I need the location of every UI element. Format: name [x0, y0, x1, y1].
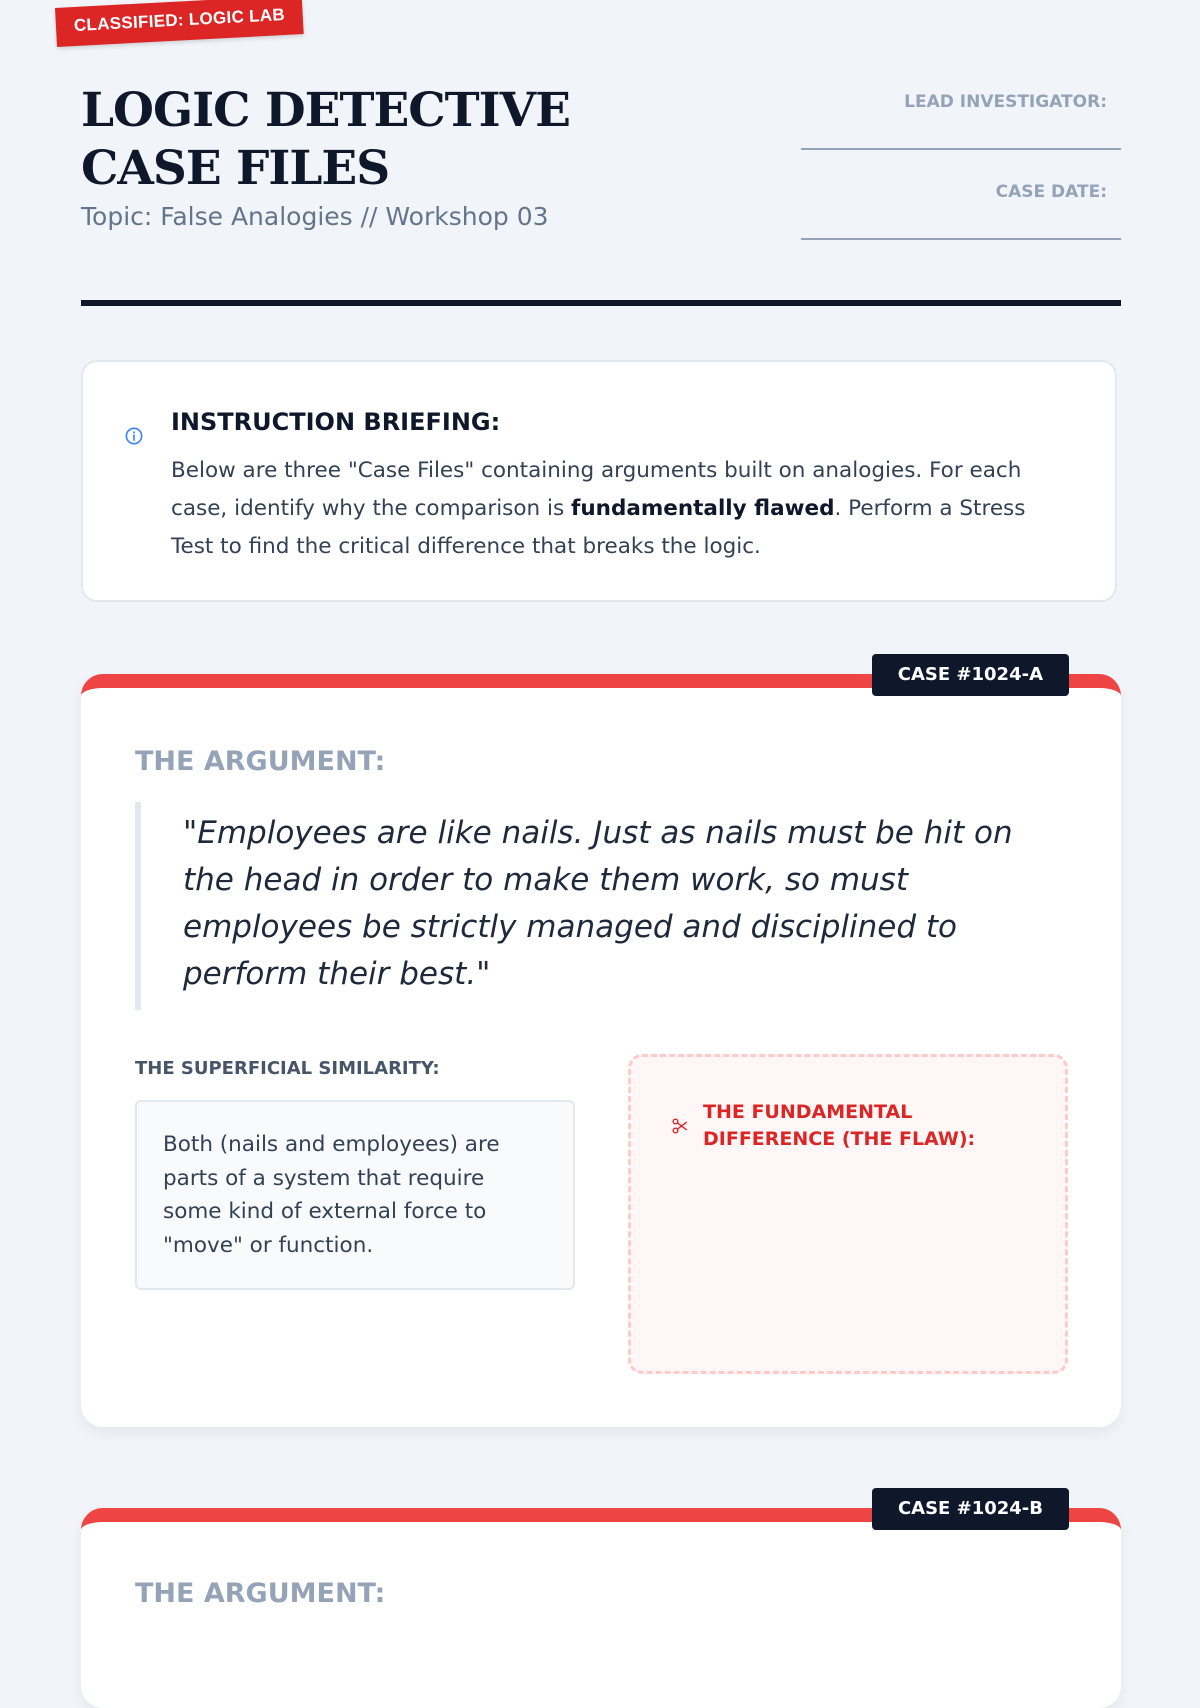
- page-header: [81, 82, 1121, 307]
- flaw-answer-box[interactable]: [628, 1054, 1068, 1374]
- flaw-label: THE FUNDAMENTAL DIFFERENCE (THE FLAW):: [703, 1101, 976, 1150]
- case-tag: CASE #1024-A: [872, 654, 1069, 696]
- page-subtitle: Topic: False Analogies // Workshop 03: [81, 202, 549, 231]
- briefing-text-emphasis: fundamentally flawed: [571, 496, 835, 521]
- briefing-text-end: . Perform a Stress Test to find the critical difference that breaks the logic.: [171, 496, 1026, 559]
- page-title: LOGIC DETECTIVE CASE FILES: [81, 83, 570, 196]
- similarity-label: THE SUPERFICIAL SIMILARITY:: [135, 1058, 440, 1079]
- briefing-title: INSTRUCTION BRIEFING:: [171, 408, 501, 436]
- case-file-b: [81, 1498, 1121, 1708]
- briefing-text: [171, 452, 1051, 566]
- case-file-a: [81, 664, 1121, 1427]
- briefing-text-start: Below are three "Case Files" containing arguments built on analogies. For each case, identify why the comparison is: [171, 458, 1022, 521]
- instruction-briefing: [81, 360, 1117, 602]
- similarity-text: Both (nails and employees) are parts of a system that require some kind of external force to "move" or function.: [135, 1100, 575, 1290]
- header-divider: [81, 300, 1121, 306]
- argument-label: THE ARGUMENT:: [135, 1578, 386, 1609]
- argument-quote: "Employees are like nails. Just as nails must be hit on the head in order to make them work, so must employees be strictly managed and disciplined to perform their best.": [135, 802, 1035, 1010]
- case-date-label: CASE DATE:: [995, 182, 1107, 202]
- classified-stamp: CLASSIFIED: LOGIC LAB: [55, 0, 304, 47]
- case-date-line[interactable]: [801, 202, 1121, 240]
- lead-investigator-line[interactable]: [801, 112, 1121, 150]
- argument-label: THE ARGUMENT:: [135, 746, 386, 777]
- case-date-field: [801, 172, 1121, 240]
- case-tag: CASE #1024-B: [872, 1488, 1069, 1530]
- scissors-icon: [671, 1117, 689, 1135]
- case-meta: [801, 82, 1121, 240]
- info-icon: [125, 427, 143, 445]
- lead-investigator-label: LEAD INVESTIGATOR:: [904, 92, 1107, 112]
- lead-investigator-field: [801, 82, 1121, 150]
